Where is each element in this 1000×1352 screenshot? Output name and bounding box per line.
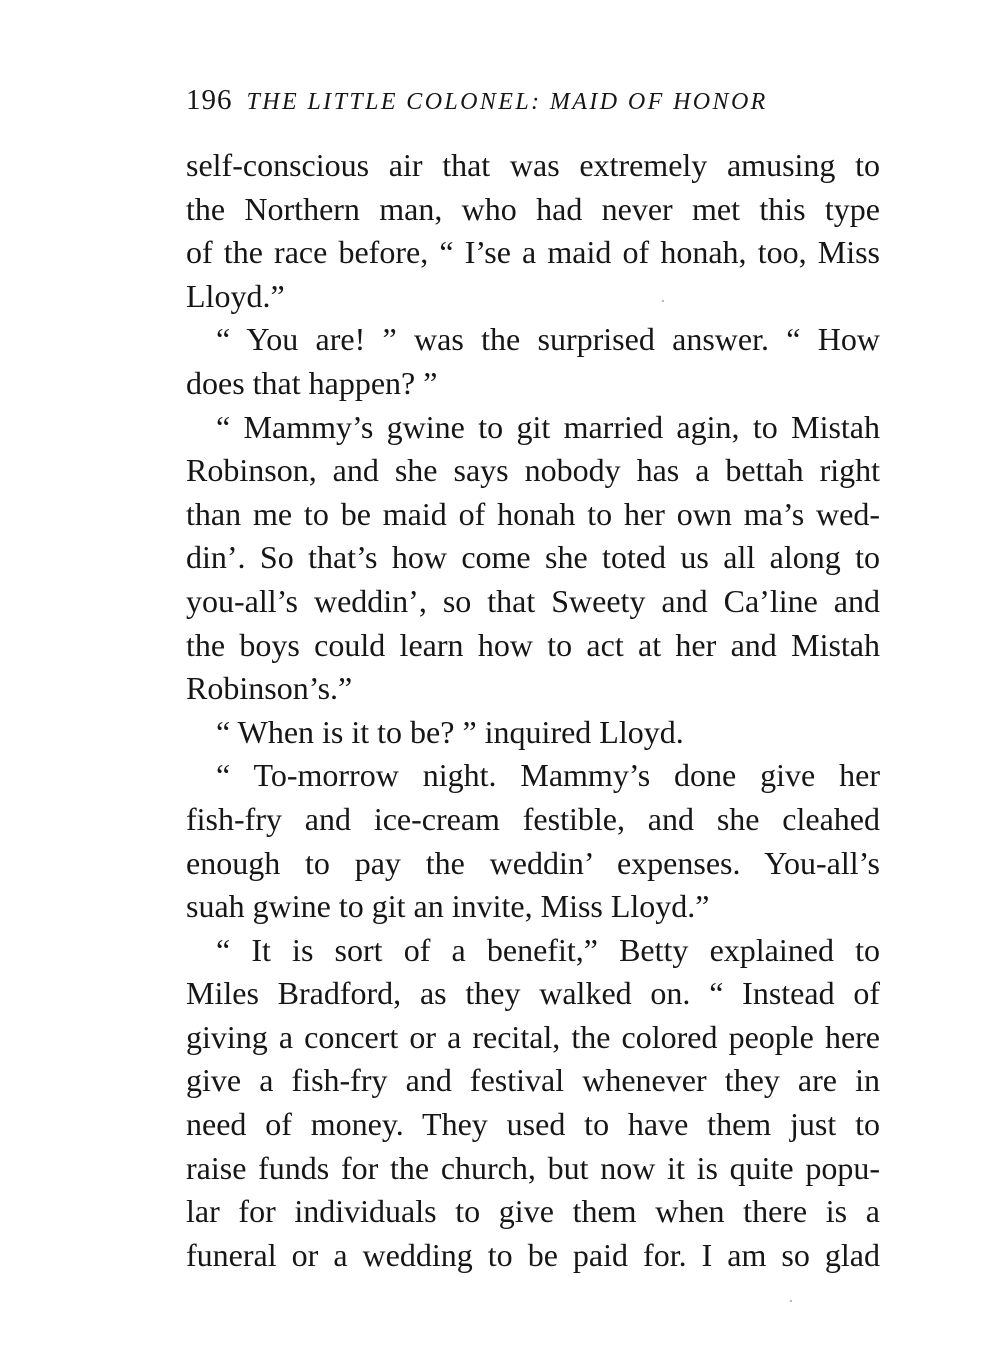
text-line: raise funds for the church, but now it is quite popu- [186, 1149, 880, 1186]
scan-speck [662, 300, 664, 302]
running-header [186, 78, 886, 122]
page-number: 196 [186, 84, 233, 116]
text-line: “ When is it to be? ” inquired Lloyd. [216, 713, 684, 750]
text-line: Robinson, and she says nobody has a bettah right [186, 452, 880, 489]
text-line: does that happen? ” [186, 364, 438, 401]
body-text [186, 144, 880, 1277]
text-line: of the race before, “ I’se a maid of honah, too, Miss [186, 234, 880, 271]
text-line: fish-fry and ice-cream festible, and she cleahed [186, 800, 880, 837]
text-line: din’. So that’s how come she toted us all along to [186, 539, 880, 576]
text-line: Miles Bradford, as they walked on. “ Instead of [186, 975, 880, 1012]
running-title: THE LITTLE COLONEL: MAID OF HONOR [246, 89, 768, 115]
text-line: Robinson’s.” [186, 670, 353, 707]
text-line: “ You are! ” was the surprised answer. “ How [216, 321, 880, 358]
text-line: suah gwine to git an invite, Miss Lloyd.” [186, 888, 710, 925]
text-line: funeral or a wedding to be paid for. I am so glad [186, 1236, 880, 1273]
text-line: “ Mammy’s gwine to git married agin, to Mistah [216, 408, 880, 445]
text-line: the boys could learn how to act at her and Mistah [186, 626, 880, 663]
text-line: than me to be maid of honah to her own ma’s wed- [186, 495, 880, 532]
text-line: you-all’s weddin’, so that Sweety and Ca’line and [186, 582, 880, 619]
text-line: giving a concert or a recital, the colored people here [186, 1018, 880, 1055]
text-line: lar for individuals to give them when there is a [186, 1193, 880, 1230]
scan-speck [790, 1300, 792, 1302]
text-line: the Northern man, who had never met this type [186, 190, 880, 227]
text-line: self-conscious air that was extremely amusing to [186, 147, 880, 183]
text-line: enough to pay the weddin’ expenses. You-all’s [186, 844, 880, 881]
text-line: “ It is sort of a benefit,” Betty explained to [216, 931, 880, 968]
text-line: need of money. They used to have them just to [186, 1106, 880, 1143]
text-line: Lloyd.” [186, 277, 285, 314]
text-line: “ To-morrow night. Mammy’s done give her [216, 757, 880, 794]
text-line: give a fish-fry and festival whenever they are in [186, 1062, 880, 1099]
